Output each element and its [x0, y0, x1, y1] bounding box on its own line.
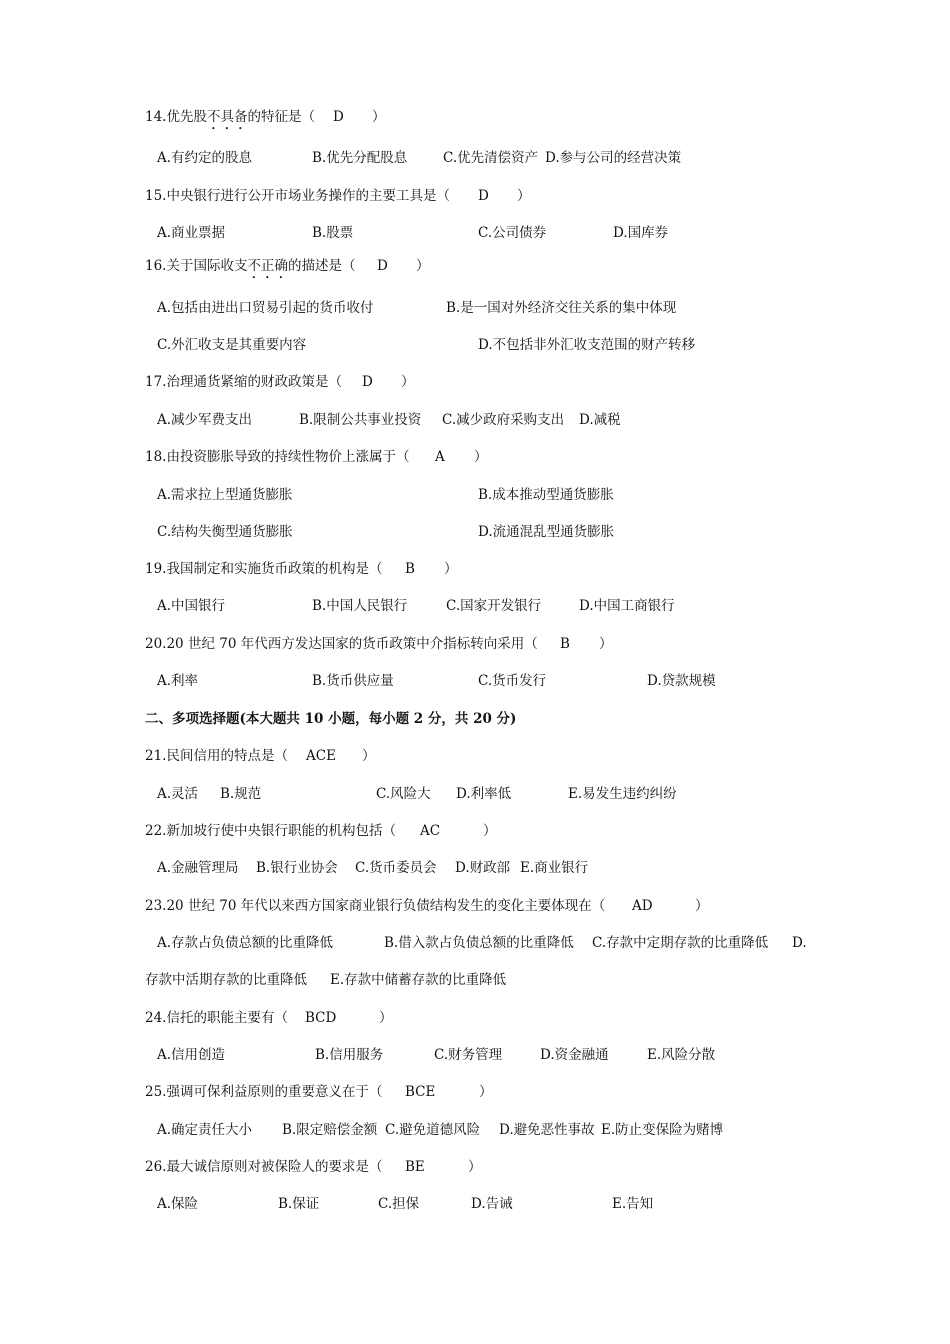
close-paren: ） — [468, 1159, 482, 1175]
option: D.不包括非外汇收支范围的财产转移 — [478, 337, 696, 353]
option: C.优先清偿资产 — [443, 150, 539, 166]
question-16-stem — [0, 256, 950, 276]
option: A.中国银行 — [157, 598, 226, 614]
stem-text: 26.最大诚信原则对被保险人的要求是（ — [145, 1159, 383, 1175]
option: D.参与公司的经营决策 — [545, 150, 682, 166]
option: D.资金融通 — [540, 1047, 609, 1063]
option: C.货币委员会 — [355, 860, 437, 876]
option: B.信用服务 — [315, 1047, 384, 1063]
question-19-stem — [0, 559, 950, 579]
option: B.中国人民银行 — [312, 598, 408, 614]
option: C.避免道德风险 — [385, 1122, 481, 1138]
question-15-stem — [0, 186, 950, 206]
option: B.保证 — [278, 1196, 320, 1212]
question-17-options — [0, 410, 950, 430]
question-22-options — [0, 858, 950, 878]
answer: B — [405, 561, 415, 577]
question-20-options — [0, 671, 950, 691]
option: A.确定责任大小 — [157, 1122, 253, 1138]
option: C.货币发行 — [478, 673, 547, 689]
option: C.风险大 — [376, 786, 431, 802]
option: D.告诫 — [471, 1196, 513, 1212]
option: D.中国工商银行 — [579, 598, 675, 614]
close-paren: ） — [599, 636, 613, 652]
option: B.限定赔偿金额 — [282, 1122, 378, 1138]
option: E.商业银行 — [520, 860, 589, 876]
question-22-stem — [0, 821, 950, 841]
answer: A — [435, 449, 445, 465]
stem-text: 19.我国制定和实施货币政策的机构是（ — [145, 561, 383, 577]
question-20-stem — [0, 634, 950, 654]
answer: AD — [632, 898, 653, 914]
question-14-stem — [0, 107, 950, 127]
option: D.利率低 — [456, 786, 512, 802]
option: A.信用创造 — [157, 1047, 226, 1063]
option: A.金融管理局 — [157, 860, 239, 876]
option: E.告知 — [612, 1196, 654, 1212]
stem-text: 25.强调可保利益原则的重要意义在于（ — [145, 1084, 383, 1100]
question-26-options — [0, 1194, 950, 1214]
option: D.减税 — [579, 412, 621, 428]
question-16-options-row2 — [0, 335, 950, 355]
question-14-options — [0, 148, 950, 168]
section-title: 二、多项选择题(本大题共 10 小题，每小题 2 分，共 20 分) — [145, 711, 517, 727]
answer: D — [377, 258, 388, 274]
option: B.股票 — [312, 225, 354, 241]
option: D.避免恶性事故 — [499, 1122, 595, 1138]
question-23-options-row1 — [0, 933, 950, 953]
option: D.贷款规模 — [647, 673, 716, 689]
option: C.公司债券 — [478, 225, 547, 241]
answer: D — [478, 188, 489, 204]
question-25-options — [0, 1120, 950, 1140]
option: B.银行业协会 — [256, 860, 338, 876]
option: B.优先分配股息 — [312, 150, 408, 166]
option: A.有约定的股息 — [157, 150, 253, 166]
option: E.易发生违约纠纷 — [568, 786, 677, 802]
question-18-options-row1 — [0, 485, 950, 505]
option: D.流通混乱型通货膨胀 — [478, 524, 615, 540]
option: A.利率 — [157, 673, 199, 689]
option: B.成本推动型通货膨胀 — [478, 487, 614, 503]
answer: BCD — [305, 1010, 337, 1026]
stem-text: 21.民间信用的特点是（ — [145, 748, 288, 764]
option: 存款中活期存款的比重降低 — [145, 972, 307, 988]
stem-text: 15.中央银行进行公开市场业务操作的主要工具是（ — [145, 188, 450, 204]
close-paren: ） — [483, 823, 497, 839]
option: A.保险 — [157, 1196, 199, 1212]
option: C.结构失衡型通货膨胀 — [157, 524, 293, 540]
option: D.财政部 — [455, 860, 511, 876]
close-paren: ） — [379, 1010, 393, 1026]
close-paren: ） — [401, 374, 415, 390]
stem-text: 17.治理通货紧缩的财政政策是（ — [145, 374, 342, 390]
option: C.外汇收支是其重要内容 — [157, 337, 307, 353]
close-paren: ） — [695, 898, 709, 914]
close-paren: ） — [416, 258, 430, 274]
stem-text: 16.关于国际收支不正确的描述是（ — [145, 258, 356, 274]
question-25-stem — [0, 1082, 950, 1102]
close-paren: ） — [372, 109, 386, 125]
option: D. — [792, 935, 807, 951]
close-paren: ） — [517, 188, 531, 204]
answer: ACE — [306, 748, 336, 764]
question-18-options-row2 — [0, 522, 950, 542]
question-19-options — [0, 596, 950, 616]
question-24-stem — [0, 1008, 950, 1028]
option: B.是一国对外经济交往关系的集中体现 — [446, 300, 677, 316]
question-24-options — [0, 1045, 950, 1065]
question-23-options-row2 — [0, 970, 950, 990]
question-21-options — [0, 784, 950, 804]
close-paren: ） — [474, 449, 488, 465]
question-18-stem — [0, 447, 950, 467]
option: B.借入款占负债总额的比重降低 — [384, 935, 574, 951]
answer: D — [362, 374, 373, 390]
stem-text: 14.优先股不具备的特征是（ — [145, 109, 315, 125]
stem-text: 23.20 世纪 70 年代以来西方国家商业银行负债结构发生的变化主要体现在（ — [145, 898, 606, 914]
question-15-options — [0, 223, 950, 243]
option: C.减少政府采购支出 — [442, 412, 565, 428]
option: E.存款中储蓄存款的比重降低 — [330, 972, 507, 988]
option: A.存款占负债总额的比重降低 — [157, 935, 334, 951]
option: C.担保 — [378, 1196, 420, 1212]
question-17-stem — [0, 372, 950, 392]
close-paren: ） — [444, 561, 458, 577]
option: C.国家开发银行 — [446, 598, 542, 614]
option: A.减少军费支出 — [157, 412, 253, 428]
option: A.需求拉上型通货膨胀 — [157, 487, 293, 503]
option: A.灵活 — [157, 786, 199, 802]
stem-text: 22.新加坡行使中央银行职能的机构包括（ — [145, 823, 396, 839]
option: E.防止变保险为赌博 — [601, 1122, 724, 1138]
question-16-options-row1 — [0, 298, 950, 318]
answer: BCE — [405, 1084, 436, 1100]
close-paren: ） — [479, 1084, 493, 1100]
answer: B — [560, 636, 570, 652]
option: C.财务管理 — [434, 1047, 503, 1063]
answer: AC — [420, 823, 441, 839]
answer: BE — [405, 1159, 425, 1175]
option: A.包括由进出口贸易引起的货币收付 — [157, 300, 374, 316]
stem-text: 18.由投资膨胀导致的持续性物价上涨属于（ — [145, 449, 410, 465]
option: B.货币供应量 — [312, 673, 394, 689]
option: A.商业票据 — [157, 225, 226, 241]
option: E.风险分散 — [647, 1047, 716, 1063]
option: B.规范 — [220, 786, 262, 802]
option: B.限制公共事业投资 — [299, 412, 422, 428]
option: D.国库券 — [613, 225, 669, 241]
option: C.存款中定期存款的比重降低 — [592, 935, 769, 951]
question-26-stem — [0, 1157, 950, 1177]
stem-text: 24.信托的职能主要有（ — [145, 1010, 288, 1026]
question-23-stem — [0, 896, 950, 916]
question-21-stem — [0, 746, 950, 766]
stem-text: 20.20 世纪 70 年代西方发达国家的货币政策中介指标转向采用（ — [145, 636, 538, 652]
close-paren: ） — [362, 748, 376, 764]
section-heading — [0, 709, 950, 729]
answer: D — [333, 109, 344, 125]
